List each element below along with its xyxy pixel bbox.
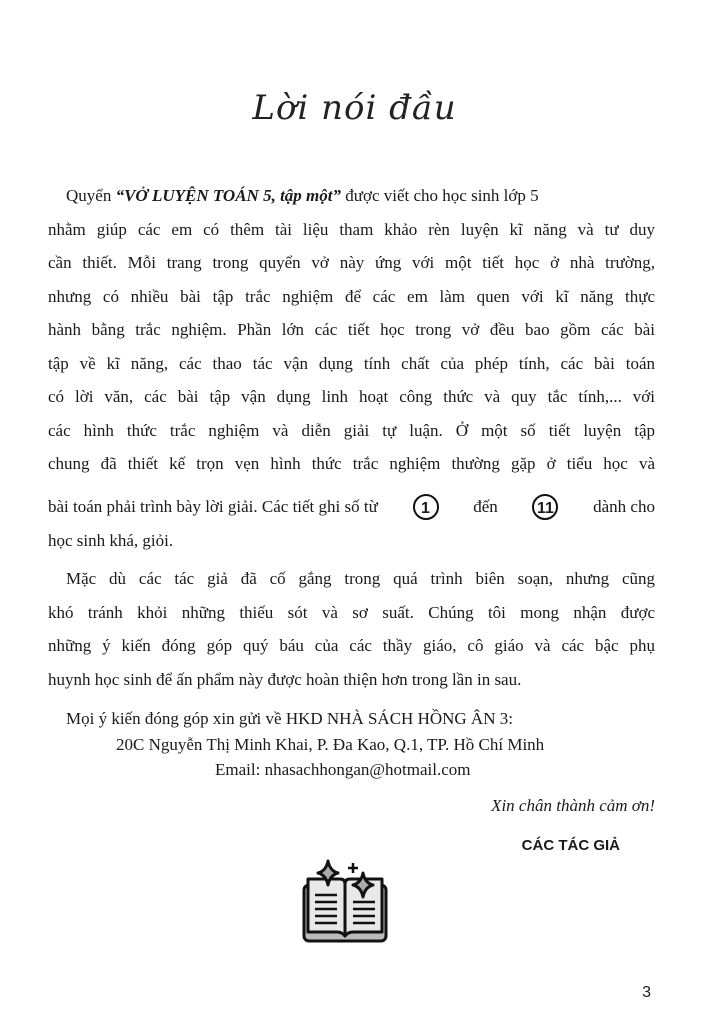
contact-email: Email: nhasachhongan@hotmail.com	[215, 760, 471, 779]
paragraph-2-line: Mặc dù các tác giả đã cố gắng trong quá trình biên soạn, nhưng cũng	[66, 569, 655, 588]
paragraph-1-line-10	[48, 496, 655, 518]
paragraph-1-line: nhằm giúp các em có thêm tài liệu tham khảo rèn luyện kĩ năng và tư duy	[48, 220, 655, 239]
contact-address: 20C Nguyễn Thị Minh Khai, P. Đa Kao, Q.1, TP. Hồ Chí Minh	[116, 735, 545, 754]
paragraph-1-line: cần thiết. Mỗi trang trong quyển vở này ứng với một tiết học ở nhà trường,	[48, 253, 655, 272]
thanks: Xin chân thành cảm ơn!	[491, 796, 655, 815]
book-title: “VỞ LUYỆN TOÁN 5, tập một”	[115, 186, 341, 205]
paragraph-1-line: chung đã thiết kế trọn vẹn hình thức trắc nghiệm thường gặp ở tiểu học và	[48, 454, 655, 473]
text: bài toán phải trình bày lời giải. Các tiết ghi số từ	[48, 497, 378, 516]
paragraph-1-line: hành bằng trắc nghiệm. Phần lớn các tiết học trong vở đều bao gồm các bài	[48, 320, 655, 339]
paragraph-1-line: các hình thức trắc nghiệm và diễn giải tự luận. Ở một số tiết luyện tập	[48, 421, 655, 440]
open-book-sparkles-icon	[300, 855, 390, 945]
page-number: 3	[642, 984, 651, 1001]
text: đến	[473, 497, 498, 516]
text: Quyển	[66, 186, 116, 205]
circled-number-1: 1	[413, 494, 439, 520]
paragraph-1-line: học sinh khá, giỏi.	[48, 531, 174, 550]
paragraph-1-line: nhưng có nhiều bài tập trắc nghiệm để các em làm quen với kĩ năng thực	[48, 287, 655, 306]
paragraph-2-line: khó tránh khỏi những thiếu sót và sơ suất. Chúng tôi mong nhận được	[48, 603, 655, 622]
authors: CÁC TÁC GIẢ	[521, 837, 620, 854]
paragraph-1-line-1	[66, 185, 655, 207]
text: được viết cho học sinh lớp 5	[341, 186, 539, 205]
text: dành cho	[593, 497, 655, 516]
paragraph-2-line: huynh học sinh để ấn phẩm này được hoàn thiện hơn trong lần in sau.	[48, 670, 522, 689]
circled-number-11: 11	[532, 494, 558, 520]
paragraph-1-line: tập về kĩ năng, các thao tác vận dụng tính chất của phép tính, các bài toán	[48, 354, 655, 373]
paragraph-2-line: những ý kiến đóng góp quý báu của các thầy giáo, cô giáo và các bậc phụ	[48, 636, 655, 655]
contact-intro: Mọi ý kiến đóng góp xin gửi về HKD NHÀ SÁCH HỒNG ÂN 3:	[66, 709, 513, 728]
page-title: Lời nói đầu	[252, 88, 457, 128]
paragraph-1-line: có lời văn, các bài tập vận dụng linh hoạt công thức và quy tắc tính,... với	[48, 387, 655, 406]
